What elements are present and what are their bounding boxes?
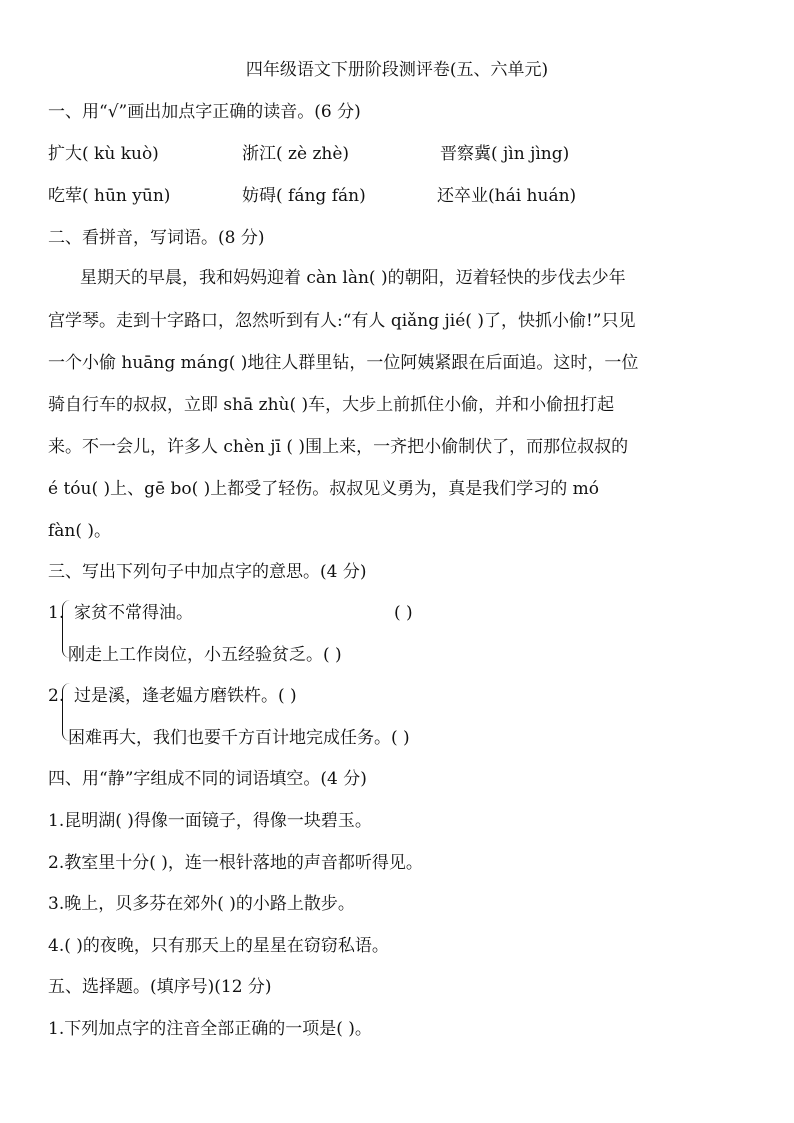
sec4-item: 2.教室里十分( )，连一根针落地的声音都听得见。 xyxy=(48,853,423,873)
sec1-item: 晋察冀( jìn jìng) xyxy=(440,144,570,164)
sec3-q1b: 刚走上工作岗位，小五经验贫乏。( ) xyxy=(68,645,342,665)
sec4-item: 4.( )的夜晚，只有那天上的星星在窃窃私语。 xyxy=(48,936,389,956)
page-title: 四年级语文下册阶段测评卷(五、六单元) xyxy=(245,60,549,80)
sec2-line: 一个小偷 huāng máng( )地往人群里钻，一位阿姨紧跟在后面追。这时，一位 xyxy=(48,353,639,373)
sec1-item: 吃荤( hūn yūn) xyxy=(48,186,171,206)
sec2-line: é tóu( )上、gē bo( )上都受了轻伤。叔叔见义勇为，真是我们学习的 mó xyxy=(48,479,600,499)
sec2-line: 来。不一会儿，许多人 chèn jī ( )围上来，一齐把小偷制伏了，而那位叔叔的 xyxy=(48,437,629,457)
sec4-item: 3.晚上，贝多芬在郊外( )的小路上散步。 xyxy=(48,894,355,914)
section3-heading: 三、写出下列句子中加点字的意思。(4 分) xyxy=(48,562,367,582)
sec3-q1a: 家贫不常得油。 xyxy=(74,603,193,623)
sec3-q2b: 困难再大，我们也要千方百计地完成任务。( ) xyxy=(68,728,410,748)
section4-heading: 四、用“静”字组成不同的词语填空。(4 分) xyxy=(48,769,367,789)
sec2-line: 星期天的早晨，我和妈妈迎着 càn làn( )的朝阳，迈着轻快的步伐去少年 xyxy=(80,268,626,288)
sec3-q2-number: 2. xyxy=(48,686,65,706)
sec2-line: 骑自行车的叔叔，立即 shā zhù( )车，大步上前抓住小偷，并和小偷扭打起 xyxy=(48,395,615,415)
sec5-q1: 1.下列加点字的注音全部正确的一项是( )。 xyxy=(48,1019,372,1039)
sec3-q1-number: 1. xyxy=(48,603,65,623)
sec1-item: 扩大( kù kuò) xyxy=(48,144,159,164)
sec3-q2a: 过是溪，逢老媪方磨铁杵。( ) xyxy=(74,686,297,706)
section2-heading: 二、看拼音，写词语。(8 分) xyxy=(48,228,265,248)
sec2-line: 宫学琴。走到十字路口，忽然听到有人:“有人 qiǎng jié( )了，快抓小偷!”只见 xyxy=(48,311,636,331)
sec3-q1a-blank: ( ) xyxy=(394,603,413,623)
section1-heading: 一、用“√”画出加点字正确的读音。(6 分) xyxy=(48,102,361,122)
sec1-item: 妨碍( fáng fán) xyxy=(242,186,366,206)
sec1-item: 浙江( zè zhè) xyxy=(242,144,350,164)
sec2-line: fàn( )。 xyxy=(48,521,112,541)
sec1-item: 还卒业(hái huán) xyxy=(437,186,577,206)
sec4-item: 1.昆明湖( )得像一面镜子，得像一块碧玉。 xyxy=(48,811,372,831)
section5-heading: 五、选择题。(填序号)(12 分) xyxy=(48,977,272,997)
